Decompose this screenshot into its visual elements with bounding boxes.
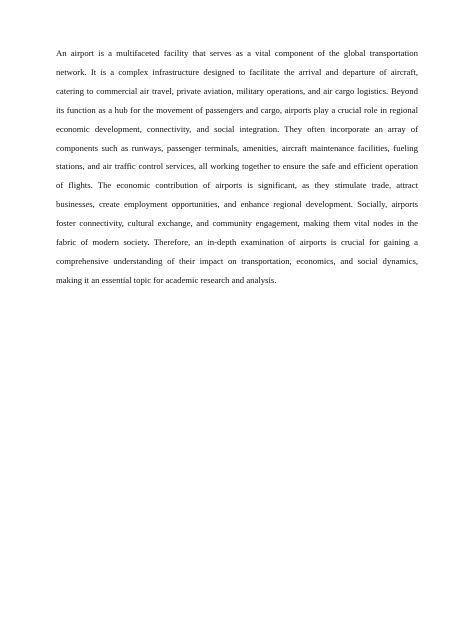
body-paragraph: An airport is a multifaceted facility that serves as a vital component of the global transportation network. It is a complex infrastructure designed to facilitate the arrival and departure of aircraft, catering to commercial air travel, private aviation, military operations, and air cargo logistics. Beyond its function as a hub for the movement of passengers and cargo, airports play a crucial role in regional economic development, connectivity, and social integration. They often incorporate an array of components such as runways, passenger terminals, amenities, aircraft maintenance facilities, fueling stations, and air traffic control services, all working together to ensure the safe and efficient operation of flights. The economic contribution of airports is significant, as they stimulate trade, attract businesses, create employment opportunities, and enhance regional development. Socially, airports foster connectivity, cultural exchange, and community engagement, making them vital nodes in the fabric of modern society. Therefore, an in-depth examination of airports is crucial for gaining a comprehensive understanding of their impact on transportation, economics, and social dynamics, making it an essential topic for academic research and analysis. bbox=[56, 48, 418, 285]
